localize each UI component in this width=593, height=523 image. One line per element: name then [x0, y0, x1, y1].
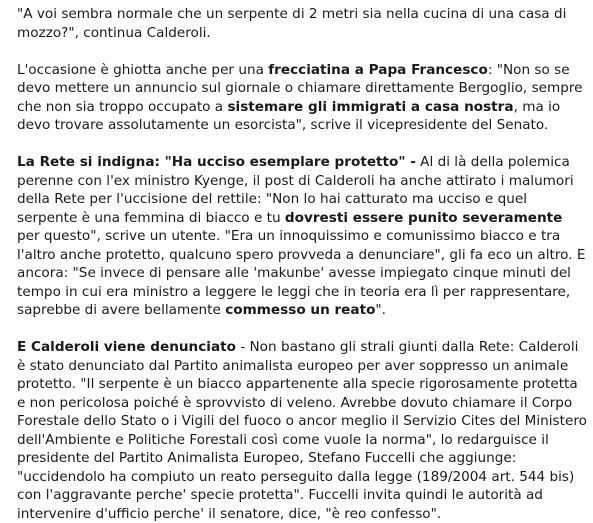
paragraph-rete-indigna — [17, 153, 587, 320]
bold-highlight: commesso un reato — [225, 302, 376, 318]
paragraph-frecciatina-papa — [17, 61, 587, 135]
text-segment: ". — [375, 302, 386, 318]
text-segment: Al di là della polemica perenne con l'ex ministro Kyenge, il post di Calderoli ha anche attirato i malumori della Rete per l'uccisione del rettile: "Non lo hai catturato ma ucciso e quel serpente è una femmina di biacco e tu — [17, 154, 574, 226]
text-segment: : "Non so se devo mettere un annuncio sul giornale o chiamare direttamente Bergoglio, sempre che non sia troppo occupato a — [17, 61, 583, 115]
section-lead-heading: E Calderoli viene denunciato — [17, 339, 236, 355]
bold-highlight: frecciatina a Papa Francesco — [268, 61, 488, 78]
section-lead-heading: La Rete si indigna: "Ha ucciso esemplare protetto" - — [17, 154, 416, 170]
paragraph-calderoli-denunciato — [17, 338, 587, 523]
bold-highlight: sistemare gli immigrati a casa nostra — [227, 98, 514, 115]
bold-highlight: dovresti essere punito severamente — [284, 209, 563, 226]
text-segment: , ma io devo trovare assolutamente un esorcista", scrive il vicepresidente del Senato. — [17, 98, 561, 133]
text-segment: L'occasione è ghiotta anche per una — [17, 61, 269, 78]
text-segment: per questo", scrive un utente. "Era un innoquissimo e comunissimo biacco e tra l'altro anche protetto, qualcuno spero provveda a denunciare", gli fa eco un altro. E ancora: "Se invece di pensare alle 'makunbe' avesse impiegato cinque minuti del tempo in cui era ministro a leggere le leggi che in teoria era lì per rappresentare, saprebbe di avere bellamente — [17, 228, 586, 318]
paragraph-serpente-cucina — [17, 5, 587, 42]
text-segment: - Non bastano gli strali giunti dalla Rete: Calderoli è stato denunciato dal Partito animalista europeo per aver soppresso un animale protetto. "Il serpente è un biacco appartenente alla specie rigorosamente protetta e non pericolosa poiché è sprovvisto di veleno. Avrebbe dovuto chiamare il Corpo Forestale dello Stato o i Vigili del fuoco o ancor meglio il Servizio Cites del Ministero dell'Ambiente e Politiche Forestali così come vuole la norma", lo redarguisce il presidente del Partito Animalista Europeo, Stefano Fuccelli che aggiunge: "uccidendolo ha compiuto un reato perseguito dalla legge (189/2004 art. 544 bis) con l'aggravante perche' specie protetta". Fuccelli invita quindi le autorità ad intervenire d'ufficio perche' il senatore, dice, "è reo confesso". — [17, 339, 587, 522]
text-segment: "A voi sembra normale che un serpente di 2 metri sia nella cucina di una casa di mozzo?", continua Calderoli. — [17, 6, 567, 41]
